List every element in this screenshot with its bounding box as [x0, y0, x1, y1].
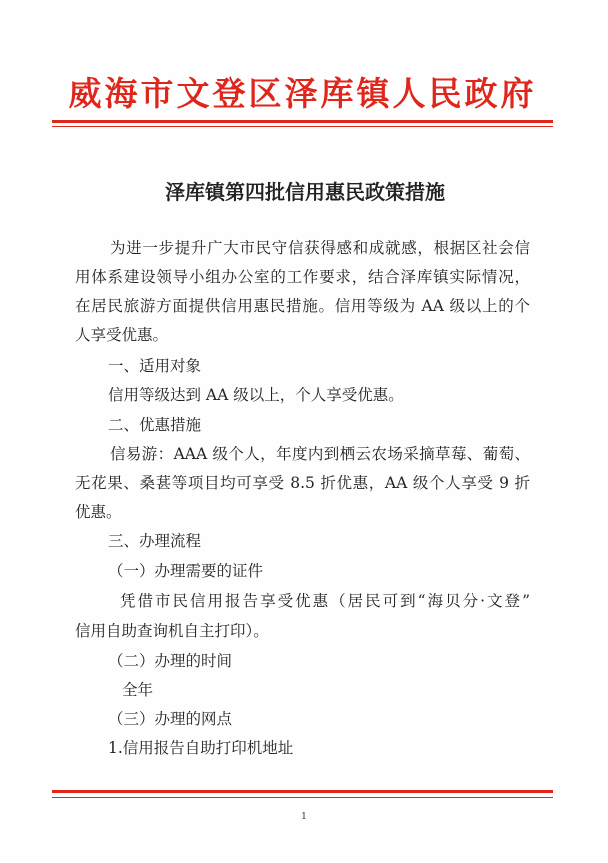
section-2-line-1: 信易游：AAA 级个人，年度内到栖云农场采摘草莓、葡萄、: [110, 445, 530, 463]
subsection-1-line-1: 凭借市民信用报告享受优惠（居民可到“海贝分·文登”: [120, 592, 530, 610]
subsection-2-body: 全年: [122, 681, 154, 699]
document-title: 泽库镇第四批信用惠民政策措施: [165, 180, 445, 204]
intro-line-3: 在居民旅游方面提供信用惠民措施。信用等级为 AA 级以上的个: [75, 297, 530, 315]
footer-rule-thick: [52, 790, 553, 793]
section-3-heading: 三、办理流程: [108, 532, 202, 550]
section-1-body: 信用等级达到 AA 级以上，个人享受优惠。: [108, 386, 404, 404]
letterhead-title: 威海市文登区泽库镇人民政府: [68, 74, 537, 113]
subsection-1-line-2: 信用自助查询机自主打印）。: [75, 622, 269, 640]
subsection-2-heading: （二）办理的时间: [108, 652, 233, 670]
letterhead-rule-thin: [52, 126, 553, 127]
page-number: 1: [301, 812, 307, 822]
intro-line-1: 为进一步提升广大市民守信获得感和成就感，根据区社会信: [110, 239, 530, 257]
letterhead-rule-thick: [52, 120, 553, 123]
section-2-line-3: 优惠。: [75, 503, 122, 521]
subsection-3-item-1: 1.信用报告自助打印机地址: [108, 739, 294, 757]
subsection-1-heading: （一）办理需要的证件: [108, 562, 264, 580]
intro-line-2: 用体系建设领导小组办公室的工作要求，结合泽库镇实际情况，: [75, 268, 530, 286]
intro-line-4: 人享受优惠。: [75, 326, 169, 344]
section-1-heading: 一、适用对象: [108, 357, 202, 375]
subsection-3-heading: （三）办理的网点: [108, 710, 233, 728]
footer-rule-thin: [52, 797, 553, 798]
section-2-heading: 二、优惠措施: [108, 416, 202, 434]
section-2-line-2: 无花果、桑葚等项目均可享受 8.5 折优惠，AA 级个人享受 9 折: [75, 474, 530, 492]
